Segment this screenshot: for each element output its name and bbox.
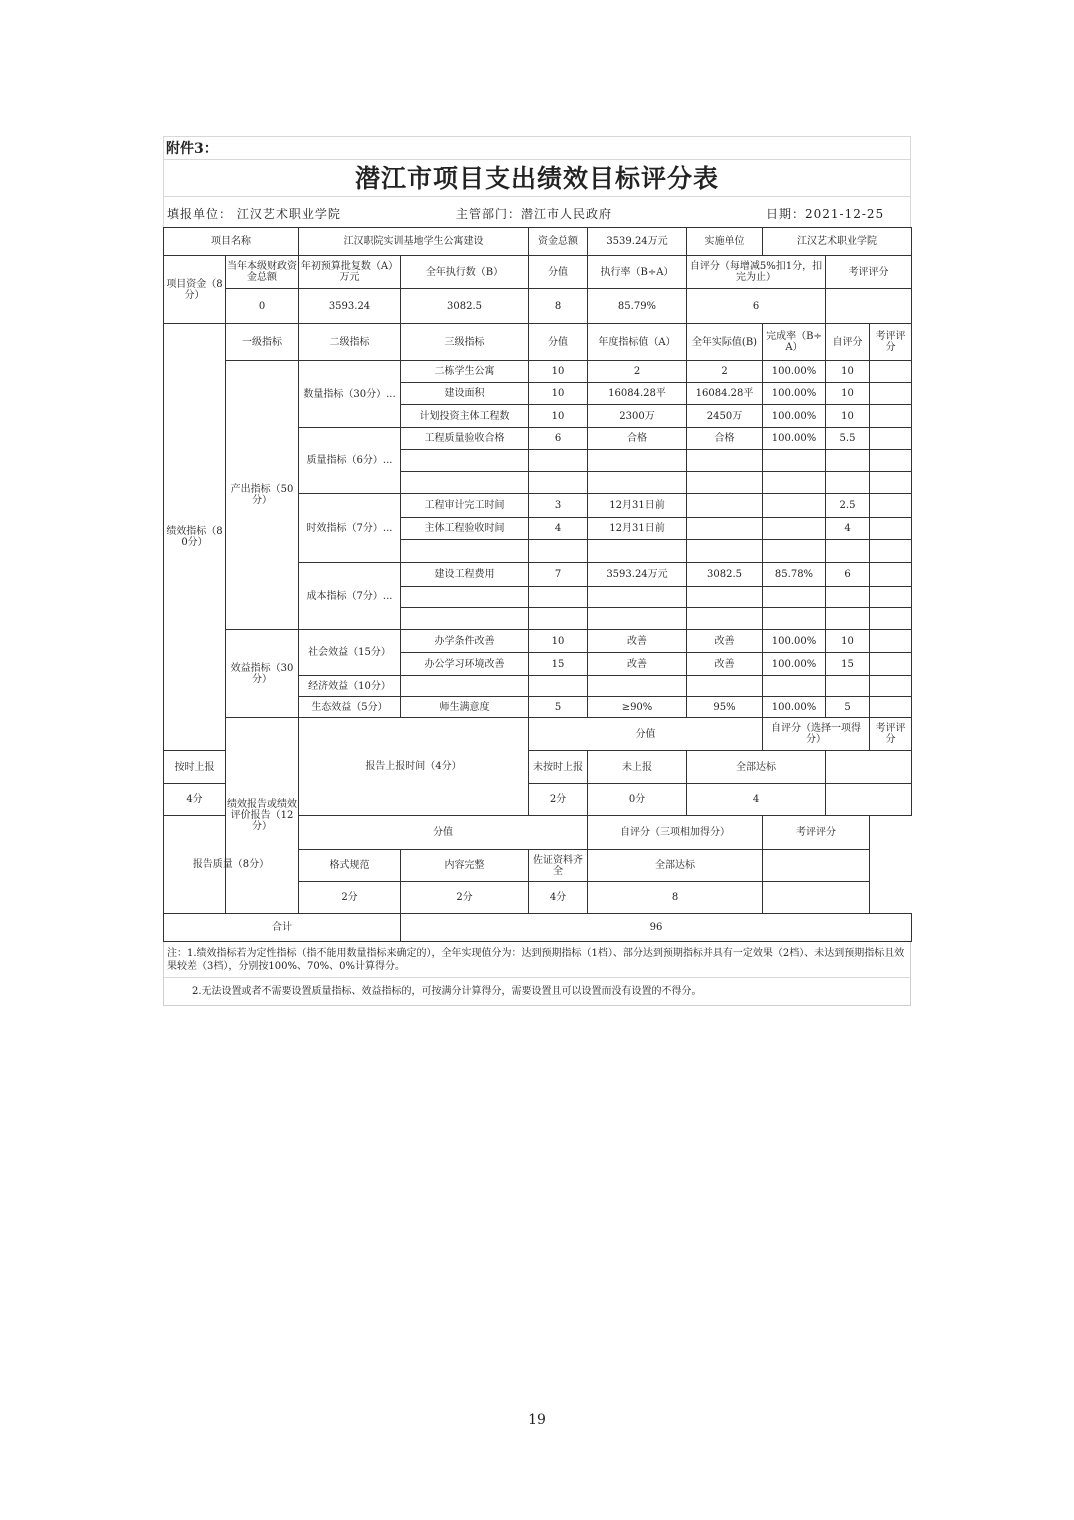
score-table: [163, 227, 912, 942]
funds-h-fiscal: 当年本级财政资金总额: [226, 256, 299, 289]
indicator-rate: 100.00%: [763, 630, 826, 653]
indicator-eval: [870, 630, 912, 653]
indicator-score: 3: [529, 494, 588, 518]
indicator-self: 2.5: [826, 494, 870, 518]
report-eval-2: 考评评分: [763, 816, 870, 850]
perf-h-score: 分值: [529, 324, 588, 361]
output-label: 产出指标（50分）: [226, 361, 299, 630]
indicator-name: 二栋学生公寓: [401, 361, 529, 383]
table-row: [164, 361, 912, 383]
indicator-name: 办公学习环境改善: [401, 653, 529, 676]
funds-section-label: 项目资金（8分）: [164, 256, 226, 324]
funds-h-score: 分值: [529, 256, 588, 289]
perf-h-actual: 全年实际值(B): [687, 324, 763, 361]
report-format-pts: 2分: [299, 882, 401, 914]
funds-v-budget: 3593.24: [299, 289, 401, 324]
indicator-target: 3593.24万元: [588, 563, 687, 587]
indicator-actual: 16084.28平: [687, 383, 763, 405]
attachment-label: 附件3：: [163, 136, 911, 159]
impl-label: 实施单位: [687, 228, 763, 256]
funds-v-score: 8: [529, 289, 588, 324]
indicator-actual: 合格: [687, 428, 763, 450]
group-eco: 生态效益（5分）: [299, 697, 401, 718]
total-label: 合计: [164, 914, 401, 942]
indicator-rate: 85.78%: [763, 563, 826, 587]
report-section-label: 绩效报告或绩效评价报告（12分）: [226, 718, 299, 914]
report-on-time: 按时上报: [164, 751, 226, 784]
perf-h-l2: 二级指标: [299, 324, 401, 361]
project-name-label: 项目名称: [164, 228, 299, 256]
funds-v-rate: 85.79%: [588, 289, 687, 324]
form-title: 潜江市项目支出绩效目标评分表: [163, 159, 911, 196]
indicator-rate: 100.00%: [763, 428, 826, 450]
indicator-target: 改善: [588, 630, 687, 653]
funds-v-self: 6: [687, 289, 826, 324]
note-2: 2.无法设置或者不需要设置质量指标、效益指标的，可按满分计算得分，需要设置且可以设置而没有设置的不得分。: [192, 986, 702, 997]
project-name-value: 江汉职院实训基地学生公寓建设: [299, 228, 529, 256]
project-row: [164, 228, 912, 256]
indicator-name: 工程审计完工时间: [401, 494, 529, 518]
indicator-rate: [763, 518, 826, 540]
perf-h-rate: 完成率（B÷A）: [763, 324, 826, 361]
report-not-reported: 未上报: [588, 751, 687, 784]
indicator-self: 4: [826, 518, 870, 540]
indicator-eval: [870, 428, 912, 450]
report-score-label-2: 分值: [299, 816, 588, 850]
report-format: 格式规范: [299, 850, 401, 882]
indicator-score: 5: [529, 697, 588, 718]
report-on-time-pts: 4分: [164, 784, 226, 816]
total-row: [164, 914, 912, 942]
funds-v-exec: 3082.5: [401, 289, 529, 324]
indicator-rate: 100.00%: [763, 405, 826, 428]
indicator-self: 10: [826, 361, 870, 383]
funds-header-row: [164, 256, 912, 289]
indicator-name: 工程质量验收合格: [401, 428, 529, 450]
funds-h-eval: 考评评分: [826, 256, 912, 289]
indicator-actual: 改善: [687, 630, 763, 653]
indicator-score: 6: [529, 428, 588, 450]
indicator-name: 办学条件改善: [401, 630, 529, 653]
indicator-target: 合格: [588, 428, 687, 450]
report-time-label: 报告上报时间（4分）: [299, 718, 529, 816]
indicator-rate: 100.00%: [763, 697, 826, 718]
fund-value: 3539.24万元: [588, 228, 687, 256]
indicator-self: 10: [826, 383, 870, 405]
indicator-score: 10: [529, 405, 588, 428]
perf-h-eval: 考评评分: [870, 324, 912, 361]
indicator-name: 建设工程费用: [401, 563, 529, 587]
report-complete-pts: 2分: [401, 882, 529, 914]
report-late: 未按时上报: [529, 751, 588, 784]
indicator-score: 10: [529, 361, 588, 383]
indicator-score: 7: [529, 563, 588, 587]
indicator-actual: 改善: [687, 653, 763, 676]
indicator-eval: [870, 653, 912, 676]
indicator-self: 6: [826, 563, 870, 587]
report-score-label: 分值: [529, 718, 763, 751]
scoring-sheet: [163, 136, 911, 1006]
indicator-target: 2300万: [588, 405, 687, 428]
indicator-target: 2: [588, 361, 687, 383]
perf-header-row: [164, 324, 912, 361]
report-row: [164, 718, 912, 751]
indicator-self: 10: [826, 630, 870, 653]
dept: 主管部门：潜江市人民政府: [456, 207, 613, 221]
report-late-pts: 2分: [529, 784, 588, 816]
report-quality-self: 8: [588, 882, 763, 914]
group-time: 时效指标（7分）...: [299, 494, 401, 563]
indicator-name: 建设面积: [401, 383, 529, 405]
report-all-met-1: 全部达标: [687, 751, 826, 784]
perf-section-label: 绩效指标（80分）: [164, 324, 226, 751]
indicator-name: 主体工程验收时间: [401, 518, 529, 540]
funds-v-eval: [826, 289, 912, 324]
indicator-self: 10: [826, 405, 870, 428]
indicator-target: 16084.28平: [588, 383, 687, 405]
indicator-name: 计划投资主体工程数: [401, 405, 529, 428]
report-evidence: 佐证资料齐全: [529, 850, 588, 882]
date: 日期：2021-12-25: [766, 207, 885, 221]
group-social: 社会效益（15分）: [299, 630, 401, 676]
fill-unit: 填报单位： 江汉艺术职业学院: [167, 207, 341, 221]
funds-h-rate: 执行率（B÷A）: [588, 256, 687, 289]
indicator-rate: 100.00%: [763, 653, 826, 676]
notes: [163, 942, 911, 1006]
page-number: 19: [528, 1412, 546, 1428]
impl-value: 江汉艺术职业学院: [763, 228, 912, 256]
indicator-self: 5: [826, 697, 870, 718]
indicator-eval: [870, 405, 912, 428]
indicator-actual: 95%: [687, 697, 763, 718]
report-all-met-2: 全部达标: [588, 850, 763, 882]
indicator-rate: [763, 494, 826, 518]
perf-h-l1: 一级指标: [226, 324, 299, 361]
indicator-actual: 2: [687, 361, 763, 383]
report-time-self: 4: [687, 784, 826, 816]
indicator-actual: 2450万: [687, 405, 763, 428]
indicator-name: 师生满意度: [401, 697, 529, 718]
report-self-select: 自评分（选择一项得分）: [763, 718, 870, 751]
funds-v-fiscal: 0: [226, 289, 299, 324]
indicator-score: 10: [529, 630, 588, 653]
report-complete: 内容完整: [401, 850, 529, 882]
total-value: 96: [401, 914, 912, 942]
indicator-target: 12月31日前: [588, 518, 687, 540]
funds-h-budget: 年初预算批复数（A）万元: [299, 256, 401, 289]
indicator-target: 12月31日前: [588, 494, 687, 518]
indicator-target: ≥90%: [588, 697, 687, 718]
report-evidence-pts: 4分: [529, 882, 588, 914]
indicator-actual: [687, 518, 763, 540]
indicator-eval: [870, 518, 912, 540]
indicator-rate: 100.00%: [763, 361, 826, 383]
group-qty: 数量指标（30分）...: [299, 361, 401, 428]
perf-h-l3: 三级指标: [401, 324, 529, 361]
indicator-score: 4: [529, 518, 588, 540]
group-econ: 经济效益（10分）: [299, 676, 401, 697]
indicator-actual: 3082.5: [687, 563, 763, 587]
funds-h-exec: 全年执行数（B）: [401, 256, 529, 289]
indicator-self: 15: [826, 653, 870, 676]
indicator-score: 15: [529, 653, 588, 676]
benefit-label: 效益指标（30分）: [226, 630, 299, 718]
indicator-eval: [870, 361, 912, 383]
report-quality-label: 报告质量（8分）: [164, 816, 299, 914]
report-not-pts: 0分: [588, 784, 687, 816]
group-quality: 质量指标（6分）...: [299, 428, 401, 494]
fund-label: 资金总额: [529, 228, 588, 256]
note-1: 注：1.绩效指标若为定性指标（指不能用数量指标来确定的），全年实现值分为：达到预期指标（1档）、部分达到预期指标并具有一定效果（2档）、未达到预期指标且效果较差（3档），分别按100%、70%、0%计算得分。: [164, 942, 910, 978]
indicator-eval: [870, 563, 912, 587]
indicator-rate: 100.00%: [763, 383, 826, 405]
perf-h-target: 年度指标值（A）: [588, 324, 687, 361]
indicator-score: 10: [529, 383, 588, 405]
indicator-eval: [870, 697, 912, 718]
perf-h-self: 自评分: [826, 324, 870, 361]
indicator-eval: [870, 494, 912, 518]
funds-h-self: 自评分（每增减5%扣1分，扣完为止）: [687, 256, 826, 289]
indicator-target: 改善: [588, 653, 687, 676]
funds-value-row: [164, 289, 912, 324]
indicator-self: 5.5: [826, 428, 870, 450]
indicator-eval: [870, 383, 912, 405]
group-cost: 成本指标（7分）...: [299, 563, 401, 630]
table-row: [164, 630, 912, 653]
indicator-actual: [687, 494, 763, 518]
report-eval-1: 考评评分: [870, 718, 912, 751]
meta-row: [163, 196, 911, 227]
report-self-sum: 自评分（三项相加得分）: [588, 816, 763, 850]
